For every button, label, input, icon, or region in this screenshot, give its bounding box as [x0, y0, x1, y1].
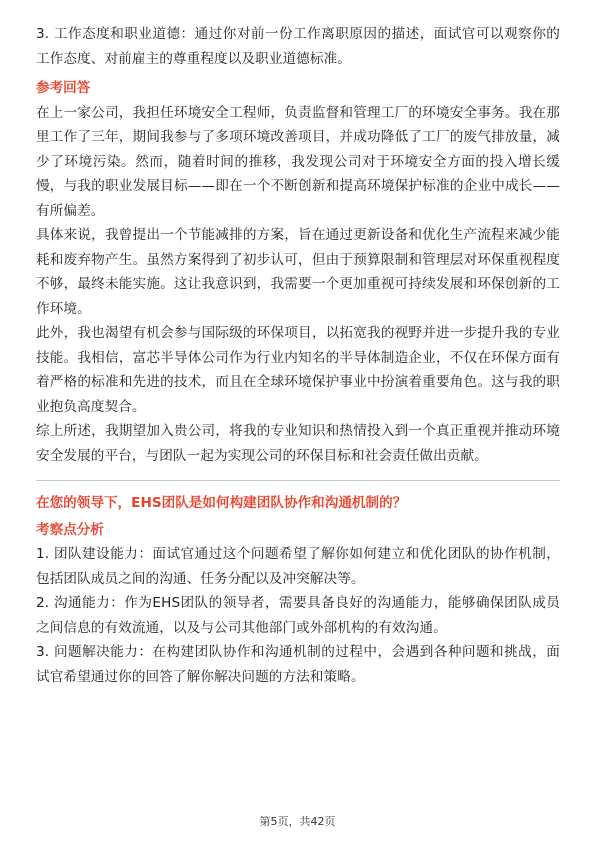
interview-question: 在您的领导下，EHS团队是如何构建团队协作和沟通机制的？ — [36, 495, 407, 511]
answer-paragraph: 具体来说，我曾提出一个节能减排的方案，旨在通过更新设备和优化生产流程来减少能耗和废弃物产生。虽然方案得到了初步认可，但由于预算限制和管理层对环保重视程度不够，最终未能实施。这让我意识到，我需要一个更加重视可持续发展和环保创新的工作环境。 — [36, 227, 560, 317]
reference-answer-heading: 参考回答 — [36, 80, 91, 96]
page-number: 第5页，共42页 — [259, 815, 336, 828]
analysis-point: 2. 沟通能力：作为EHS团队的领导者，需要具备良好的沟通能力，能够确保团队成员之间信息的有效流通，以及与公司其他部门或外部机构的有效沟通。 — [36, 595, 560, 636]
section-divider — [36, 480, 560, 481]
answer-paragraph: 此外，我也渴望有机会参与国际级的环保项目，以拓宽我的视野并进一步提升我的专业技能。我相信，富芯半导体公司作为行业内知名的半导体制造企业，不仅在环保方面有着严格的标准和先进的技术，而且在全球环境保护事业中扮演着重要角色。这与我的职业抱负高度契合。 — [36, 325, 560, 415]
analysis-point: 3. 问题解决能力：在构建团队协作和沟通机制的过程中，会遇到各种问题和挑战，面试官希望通过你的回答了解你解决问题的方法和策略。 — [36, 644, 560, 685]
answer-paragraph: 综上所述，我期望加入贵公司，将我的专业知识和热情投入到一个真正重视并推动环境安全发展的平台，与团队一起为实现公司的环保目标和社会责任做出贡献。 — [36, 423, 560, 464]
answer-paragraph: 在上一家公司，我担任环境安全工程师，负责监督和管理工厂的环境安全事务。我在那里工作了三年，期间我参与了多项环境改善项目，并成功降低了工厂的废气排放量，减少了环境污染。然而，随着时间的推移，我发现公司对于环境安全方面的投入增长缓慢，与我的职业发展目标——即在一个不断创新和提高环境保护标准的企业中成长——有所偏差。 — [36, 104, 560, 219]
analysis-heading: 考察点分析 — [36, 521, 104, 538]
analysis-point: 1. 团队建设能力：面试官通过这个问题希望了解你如何建立和优化团队的协作机制，包括团队成员之间的沟通、任务分配以及冲突解决等。 — [36, 546, 560, 587]
work-attitude-point: 3. 工作态度和职业道德：通过你对前一份工作离职原因的描述，面试官可以观察你的工作态度、对前雇主的尊重程度以及职业道德标准。 — [36, 26, 560, 67]
document-body — [36, 22, 560, 689]
